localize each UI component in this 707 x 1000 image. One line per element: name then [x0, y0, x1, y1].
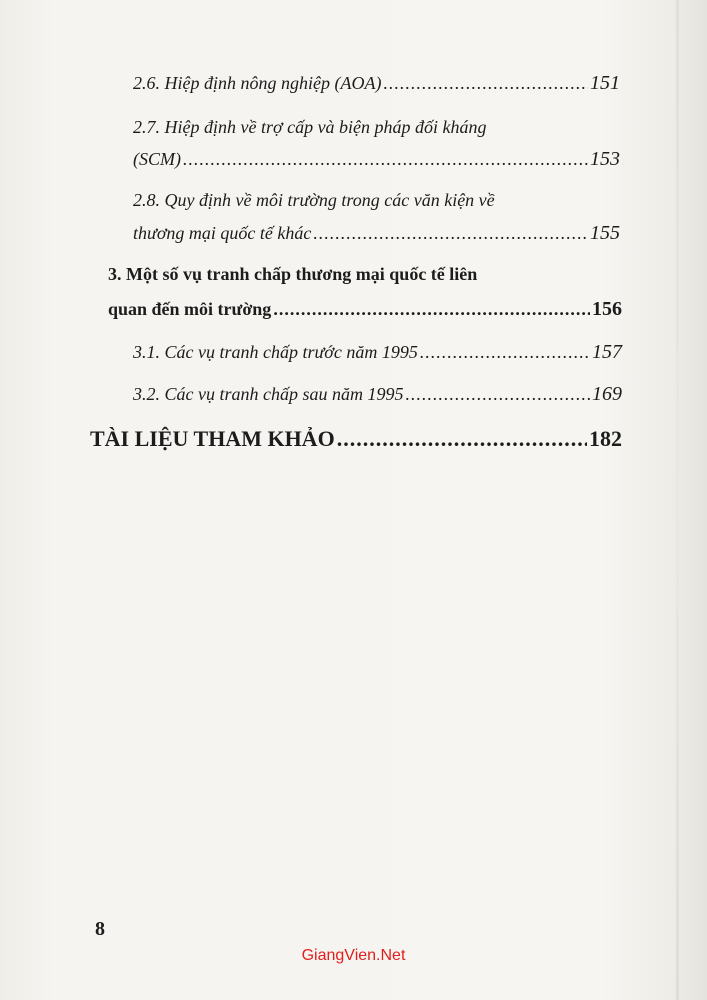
toc-entry-page: 151	[590, 72, 620, 94]
toc-entry-title: 3.1. Các vụ tranh chấp trước năm 1995	[133, 342, 418, 362]
watermark-text: GiangVien.Net	[301, 947, 406, 964]
toc-leader-dots	[313, 223, 588, 244]
toc-leader-dots	[405, 384, 590, 405]
page-number: 8	[95, 918, 105, 940]
toc-entry-title: (SCM)	[133, 149, 181, 169]
toc-leader-dots	[337, 426, 587, 452]
toc-entry-page: 182	[589, 426, 622, 451]
toc-entry-page: 156	[592, 298, 622, 320]
toc-entry-2-8	[133, 222, 620, 245]
toc-entry-3-2	[133, 383, 622, 406]
toc-entry-2-7-line1: 2.7. Hiệp định về trợ cấp và biện pháp đối kháng	[133, 117, 487, 137]
toc-entry-2-8-line1: 2.8. Quy định về môi trường trong các văn kiện về	[133, 190, 495, 210]
toc-entry-references	[90, 426, 622, 452]
toc-entry-3-1	[133, 341, 622, 364]
toc-entry-title: quan đến môi trường	[108, 299, 272, 319]
toc-entry-3	[108, 298, 622, 321]
toc-leader-dots	[273, 299, 590, 320]
toc-entry-3-line1: 3. Một số vụ tranh chấp thương mại quốc tế liên	[108, 264, 478, 284]
toc-entry-page: 155	[590, 222, 620, 244]
toc-leader-dots	[183, 149, 588, 170]
toc-entry-2-6	[133, 72, 620, 95]
toc-leader-dots	[420, 342, 590, 363]
toc-leader-dots	[383, 73, 588, 94]
toc-entry-title: TÀI LIỆU THAM KHẢO	[90, 426, 335, 451]
page-edge	[676, 0, 679, 1000]
toc-entry-page: 169	[592, 383, 622, 405]
toc-entry-page: 157	[592, 341, 622, 363]
toc-entry-2-7	[133, 148, 620, 171]
toc-entry-title: thương mại quốc tế khác	[133, 223, 312, 243]
toc-entry-title: 2.6. Hiệp định nông nghiệp (AOA)	[133, 73, 382, 93]
toc-entry-title: 3.2. Các vụ tranh chấp sau năm 1995	[133, 384, 404, 404]
toc-entry-page: 153	[590, 148, 620, 170]
